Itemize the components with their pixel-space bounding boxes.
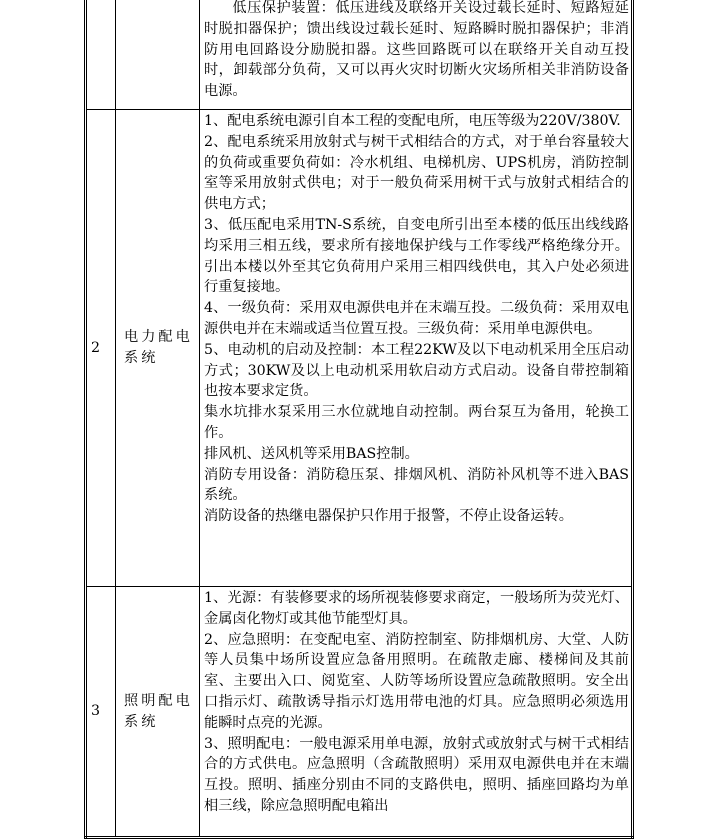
content-paragraph: 1、光源：有装修要求的场所视装修要求商定，一般场所为荧光灯、金属卤化物灯或其他节能型灯具。 xyxy=(204,590,629,627)
content-paragraph: 3、照明配电：一般电源采用单电源，放射式或放射式与树干式相结合的方式供电。应急照明（含疏散照明）采用双电源供电并在末端互投。照明、插座分别由不同的支路供电，照明、插座回路均为单相三线，除应急照明配电箱出 xyxy=(204,735,629,814)
row-content xyxy=(200,587,633,838)
specification-table xyxy=(84,0,634,839)
row-number: 3 xyxy=(86,587,116,838)
row-content xyxy=(200,110,633,587)
table-row xyxy=(86,110,633,587)
row-number: 2 xyxy=(86,110,116,587)
content-paragraph: 排风机、送风机等采用BAS控制。 xyxy=(204,445,419,462)
table-row xyxy=(86,587,633,838)
table-row xyxy=(86,0,633,110)
content-paragraph: 1、配电系统电源引自本工程的变配电所，电压等级为220V/380V. xyxy=(204,113,621,129)
row-content xyxy=(200,0,633,110)
row-category: 照明配电系统 xyxy=(116,587,200,838)
content-paragraph: 消防专用设备：消防稳压泵、排烟风机、消防补风机等不进入BAS系统。 xyxy=(204,466,629,504)
content-paragraph: 4、一级负荷：采用双电源供电并在末端互投。二级负荷：采用双电源供电并在末端或适当位置互投。三级负荷：采用单电源供电。 xyxy=(204,300,629,337)
content-paragraph: 低压保护装置：低压进线及联络开关设过载长延时、短路短延时脱扣器保护；馈出线设过载长延时、短路瞬时脱扣器保护；非消防用电回路设分励脱扣器。这些回路既可以在联络开关自动互投时，卸载部分负荷，又可以再火灾时切断火灾场所相关非消防设备电源。 xyxy=(204,0,629,100)
content-paragraph: 消防设备的热继电器保护只作用于报警，不停止设备运转。 xyxy=(204,508,573,525)
content-paragraph: 3、低压配电采用TN-S系统，自变电所引出至本楼的低压出线线路均采用三相五线，要求所有接地保护线与工作零线严格绝缘分开。引出本楼以外至其它负荷用户采用三相四线供电，其入户处必须进行重复接地。 xyxy=(204,216,629,296)
content-paragraph: 2、应急照明：在变配电室、消防控制室、防排烟机房、大堂、人防等人员集中场所设置应急备用照明。在疏散走廊、楼梯间及其前室、主要出入口、阅览室、人防等场所设置应急疏散照明。安全出口指示灯、疏散诱导指示灯选用带电池的灯具。应急照明必须选用能瞬时点亮的光源。 xyxy=(204,631,629,731)
row-category xyxy=(116,0,200,110)
row-category: 电力配电系统 xyxy=(116,110,200,587)
content-paragraph: 2、配电系统采用放射式与树干式相结合的方式，对于单台容量较大的负荷或重要负荷如：冷水机组、电梯机房、UPS机房，消防控制室等采用放射式供电；对于一般负荷采用树干式与放射式相结合的供电方式； xyxy=(204,133,629,213)
content-paragraph: 集水坑排水泵采用三水位就地自动控制。两台泵互为备用，轮换工作。 xyxy=(204,404,629,441)
content-paragraph: 5、电动机的启动及控制：本工程22KW及以下电动机采用全压启动方式；30KW及以上电动机采用软启动方式启动。设备自带控制箱也按本要求定货。 xyxy=(204,341,629,400)
row-number xyxy=(86,0,116,110)
